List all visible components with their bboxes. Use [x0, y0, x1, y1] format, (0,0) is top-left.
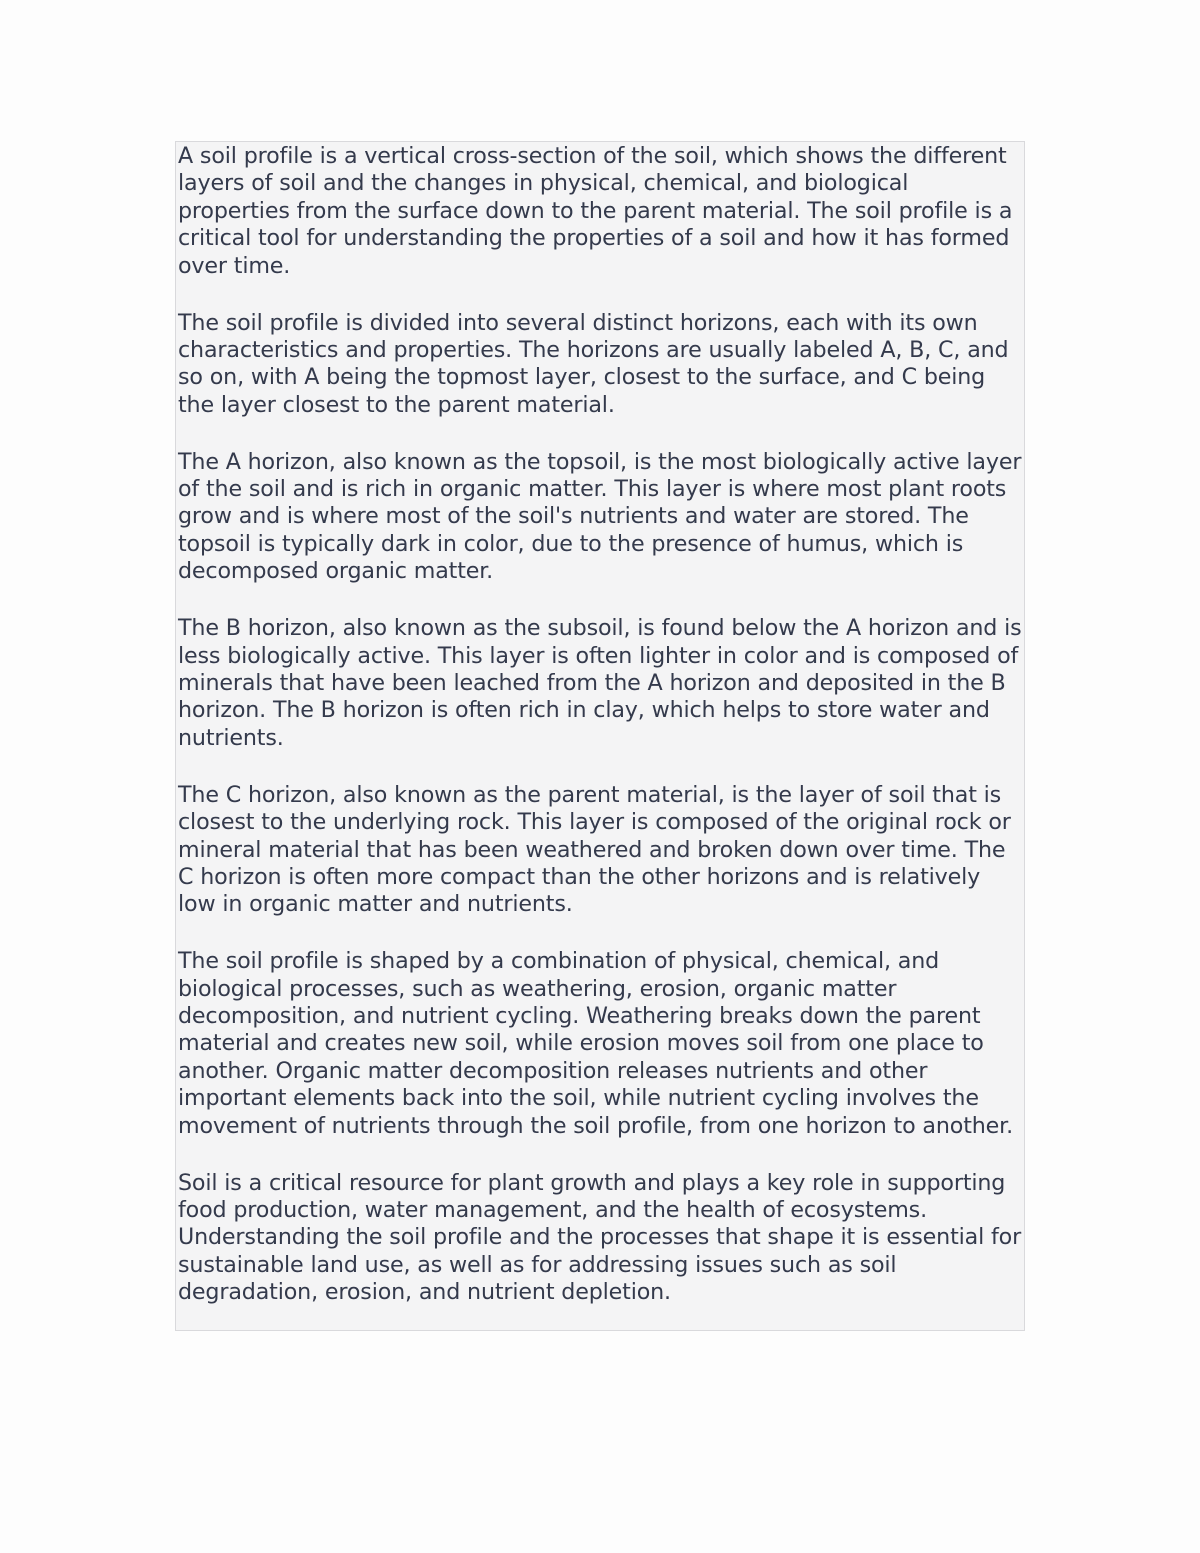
- paragraph-soil-importance: Soil is a critical resource for plant growth and plays a key role in supporting food production, water management, and the health of ecosystems. Understanding the soil profile and the processes that shape it is essential for sustainable land use, as well as for addressing issues such as soil degradation, erosion, and nutrient depletion.: [178, 1169, 1022, 1306]
- document-text-block: [175, 141, 1025, 1331]
- paragraph-b-horizon: The B horizon, also known as the subsoil, is found below the A horizon and is less biologically active. This layer is often lighter in color and is composed of minerals that have been leached from the A horizon and deposited in the B horizon. The B horizon is often rich in clay, which helps to store water and nutrients.: [178, 615, 1022, 751]
- paragraph-horizons-overview: The soil profile is divided into several distinct horizons, each with its own characteristics and properties. The horizons are usually labeled A, B, C, and so on, with A being the topmost layer, closest to the surface, and C being the layer closest to the parent material.: [178, 309, 1009, 418]
- paragraph-a-horizon: The A horizon, also known as the topsoil, is the most biologically active layer of the soil and is rich in organic matter. This layer is where most plant roots grow and is where most of the soil's nutrients and water are stored. The topsoil is typically dark in color, due to the presence of humus, which is decomposed organic matter.: [178, 448, 1022, 585]
- paragraph-c-horizon: The C horizon, also known as the parent material, is the layer of soil that is closest to the underlying rock. This layer is composed of the original rock or mineral material that has been weathered and broken down over time. The C horizon is often more compact than the other horizons and is relatively low in organic matter and nutrients.: [178, 781, 1011, 918]
- paragraph-soil-profile-intro: A soil profile is a vertical cross-section of the soil, which shows the different layers of soil and the changes in physical, chemical, and biological properties from the surface down to the parent material. The soil profile is a critical tool for understanding the properties of a soil and how it has formed over time.: [178, 143, 1013, 279]
- paragraph-soil-processes: The soil profile is shaped by a combination of physical, chemical, and biological processes, such as weathering, erosion, organic matter decomposition, and nutrient cycling. Weathering breaks down the parent material and creates new soil, while erosion moves soil from one place to another. Organic matter decomposition releases nutrients and other important elements back into the soil, while nutrient cycling involves the movement of nutrients through the soil profile, from one horizon to another.: [178, 948, 1014, 1139]
